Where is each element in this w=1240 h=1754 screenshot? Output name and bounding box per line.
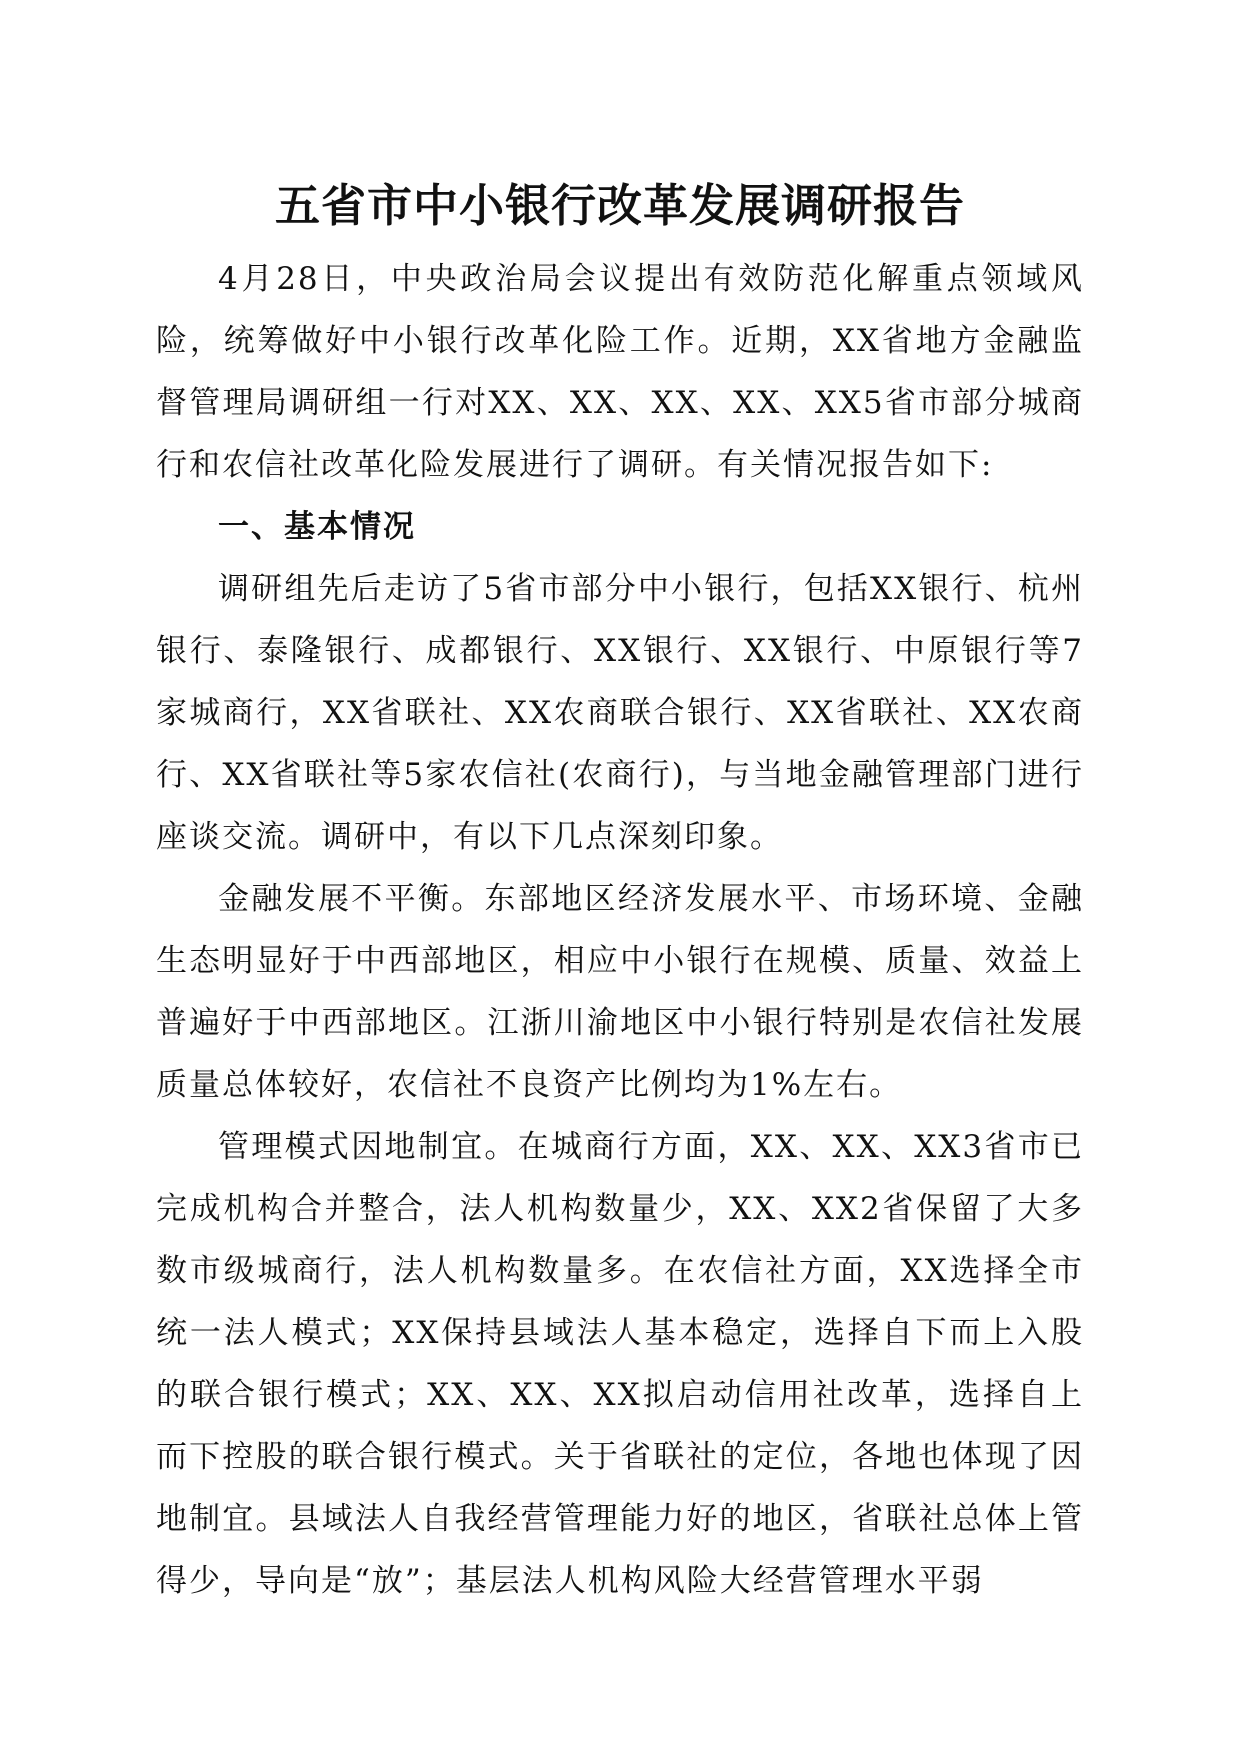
paragraph: 管理模式因地制宜。在城商行方面，XX、XX、XX3省市已完成机构合并整合，法人机构数量少，XX、XX2省保留了大多数市级城商行，法人机构数量多。在农信社方面，XX选择全市统一法人模式；XX保持县域法人基本稳定，选择自下而上入股的联合银行模式；XX、XX、XX拟启动信用社改革，选择自上而下控股的联合银行模式。关于省联社的定位，各地也体现了因地制宜。县域法人自我经营管理能力好的地区，省联社总体上管得少，导向是“放”；基层法人机构风险大经营管理水平弱 [156,1129,1084,1599]
section-heading: 一、基本情况 [218,509,416,545]
paragraph: 金融发展不平衡。东部地区经济发展水平、市场环境、金融生态明显好于中西部地区，相应中小银行在规模、质量、效益上普遍好于中西部地区。江浙川渝地区中小银行特别是农信社发展质量总体较好，农信社不良资产比例均为1%左右。 [156,881,1084,1103]
paragraph: 调研组先后走访了5省市部分中小银行，包括XX银行、杭州银行、泰隆银行、成都银行、XX银行、XX银行、中原银行等7家城商行，XX省联社、XX农商联合银行、XX省联社、XX农商行、XX省联社等5家农信社(农商行)，与当地金融管理部门进行座谈交流。调研中，有以下几点深刻印象。 [156,571,1084,855]
page-title: 五省市中小银行改革发展调研报告 [274,179,965,232]
intro-paragraph: 4月28日，中央政治局会议提出有效防范化解重点领域风险，统筹做好中小银行改革化险工作。近期，XX省地方金融监督管理局调研组一行对XX、XX、XX、XX、XX5省市部分城商行和农信社改革化险发展进行了调研。有关情况报告如下: [156,261,1084,483]
document-body [156,248,1084,1612]
